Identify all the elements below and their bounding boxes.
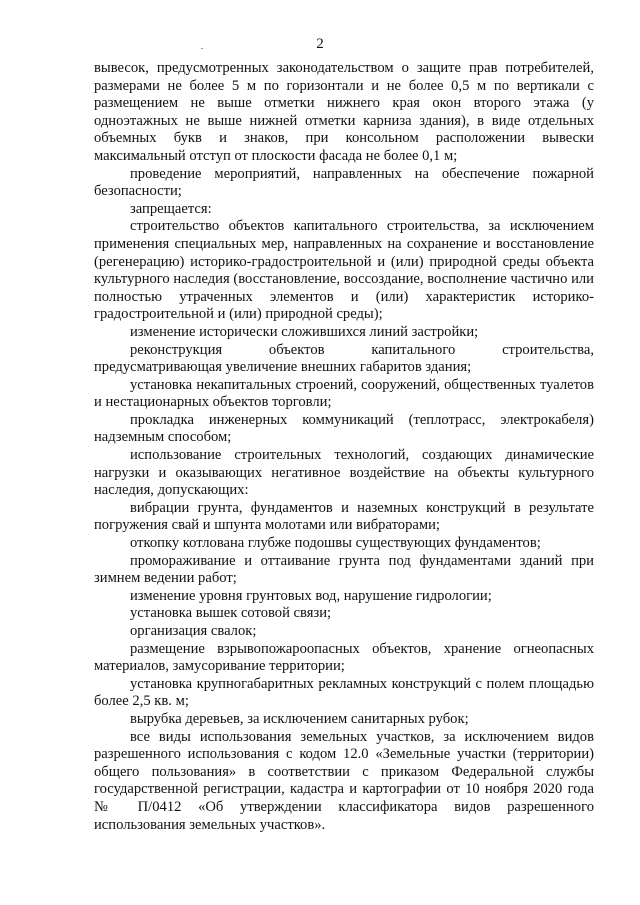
paragraph-signage: вывесок, предусмотренных законодательством о защите прав потребителей, размерами не более 5 м по горизонтали и не более 0,5 м по вертикали с размещением не выше отметки нижнего края окон второго этажа (у одноэтажных не выше нижней отметки карниза здания), в виде отдельных объемных букв и знаков, при консольном расположении вывески максимальный отступ от плоскости фасада не более 0,1 м; — [94, 60, 594, 164]
paragraph-excavation: откопку котлована глубже подошвы существующих фундаментов; — [130, 535, 541, 552]
paragraph-tree-felling: вырубка деревьев, за исключением санитарных рубок; — [130, 710, 469, 727]
paragraph-building-lines: изменение исторически сложившихся линий застройки; — [130, 323, 479, 340]
paragraph-land-use: все виды использования земельных участков, за исключением видов разрешенного использования с кодом 12.0 «Земельные участки (территории) общего пользования» в соответствии с приказом Федеральной службы государственной регистрации, кадастра и картографии от 10 ноября 2020 года № П/0412 «Об утверждении классификатора видов разрешенного использования земельных участков». — [94, 728, 594, 833]
paragraph-construction: строительство объектов капитального строительства, за исключением применения специальных мер, направленных на сохранение и восстановление (регенерацию) историко-градостроительной и (или) природной среды объекта культурного наследия (восстановление, воссоздание, восполнение частично или полностью утраченных элементов и (или) характеристик историко-градостроительной и (или) природной среды); — [94, 218, 594, 323]
paragraph-groundwater: изменение уровня грунтовых вод, нарушение гидрологии; — [130, 587, 492, 604]
paragraph-hazardous-objects: размещение взрывопожароопасных объектов, хранение огнеопасных материалов, замусоривание территории; — [94, 640, 594, 675]
paragraph-reconstruction: реконструкция объектов капитального строительства, предусматривающая увеличение внешних габаритов здания; — [94, 341, 594, 376]
paragraph-advertising: установка крупногабаритных рекламных конструкций с полем площадью более 2,5 кв. м; — [94, 675, 594, 710]
paragraph-fire-safety: проведение мероприятий, направленных на обеспечение пожарной безопасности; — [94, 165, 594, 200]
page-number: 2 — [316, 36, 324, 52]
paragraph-vibrations: вибрации грунта, фундаментов и наземных конструкций в результате погружения свай и шпунта молотами или вибраторами; — [94, 499, 594, 534]
paragraph-dumps: организация свалок; — [130, 623, 257, 639]
paragraph-cell-towers: установка вышек сотовой связи; — [130, 605, 332, 622]
paragraph-construction-technologies: использование строительных технологий, создающих динамические нагрузки и оказывающих негативное воздействие на объекты культурного наследия, допускающих: — [94, 447, 594, 499]
paragraph-freezing: промораживание и оттаивание грунта под фундаментами зданий при зимнем ведении работ; — [94, 552, 594, 587]
paragraph-temporary-structures: установка некапитальных строений, сооружений, общественных туалетов и нестационарных объектов торговли; — [94, 376, 594, 411]
document-body — [94, 60, 594, 834]
paragraph-prohibited-heading: запрещается: — [130, 200, 212, 217]
paragraph-utilities: прокладка инженерных коммуникаций (теплотрасс, электрокабеля) надземным способом; — [94, 411, 594, 446]
